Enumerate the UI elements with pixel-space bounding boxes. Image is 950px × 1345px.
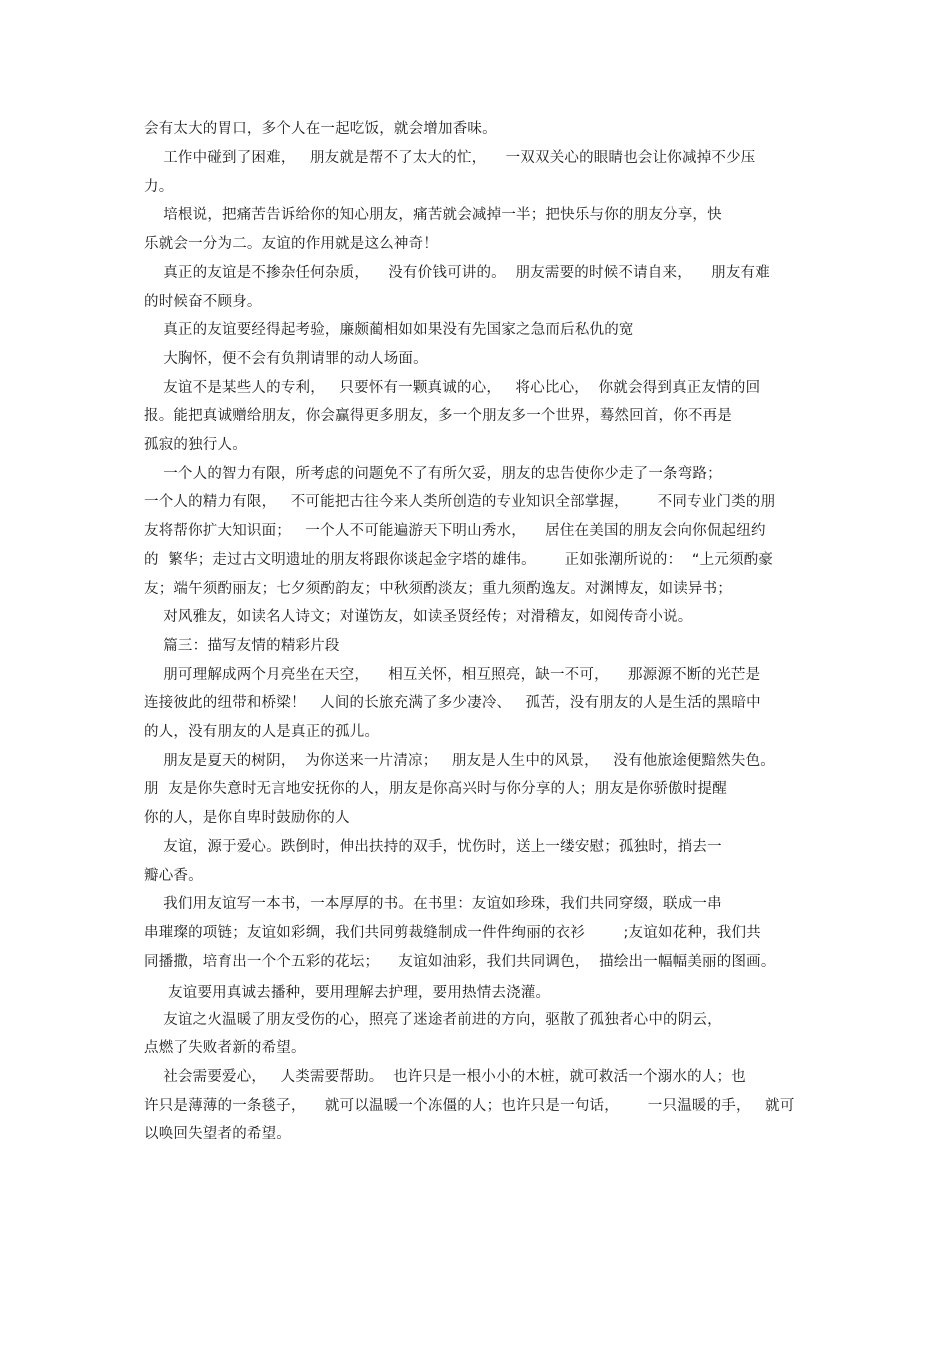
text-line: 对风雅友，如读名人诗文；对谨饬友，如读圣贤经传；对滑稽友，如阅传奇小说。	[144, 609, 693, 625]
text-line: 我们用友谊写一本书，一本厚厚的书。在书里：友谊如珍珠，我们共同穿缀，联成一串	[144, 896, 722, 912]
text-line: 的时候奋不顾身。	[144, 294, 262, 310]
text-line: 许只是薄薄的一条毯子， 就可以温暖一个冻僵的人；也许只是一句话， 一只温暖的手， 就可	[144, 1098, 795, 1114]
text-line: 连接彼此的纽带和桥梁！ 人间的长旅充满了多少凄冷、 孤苦，没有朋友的人是生活的黑暗中	[144, 695, 761, 711]
text-line: 真正的友谊要经得起考验，廉颇蔺相如如果没有先国家之急而后私仇的宽	[144, 322, 634, 338]
text-line: 的人，没有朋友的人是真正的孤儿。	[144, 724, 380, 740]
text-line: 一个人的精力有限， 不可能把古往今来人类所创造的专业知识全部掌握， 不同专业门类的朋	[144, 494, 776, 510]
text-line: 朋可理解成两个月亮坐在天空， 相互关怀，相互照亮，缺一不可， 那源源不断的光芒是	[144, 667, 761, 683]
text-line: 你的人，是你自卑时鼓励你的人	[144, 810, 350, 826]
text-line: 朋友是夏天的树阴， 为你送来一片清凉； 朋友是人生中的风景， 没有他旅途便黯然失色。	[144, 753, 776, 769]
section-heading: 篇三：描写友情的精彩片段	[144, 638, 340, 654]
text-line: 真正的友谊是不掺杂任何杂质， 没有价钱可讲的。 朋友需要的时候不请自来， 朋友有难	[144, 265, 770, 281]
text-line: 大胸怀，便不会有负荆请罪的动人场面。	[144, 351, 428, 367]
text-line: 力。	[144, 179, 174, 195]
text-line: 一个人的智力有限，所考虑的问题免不了有所欠妥，朋友的忠告使你少走了一条弯路；	[144, 466, 722, 482]
text-line: 朋 友是你失意时无言地安抚你的人，朋友是你高兴时与你分享的人；朋友是你骄傲时提醒	[144, 781, 727, 797]
text-line: 社会需要爱心， 人类需要帮助。 也许只是一根小小的木桩，就可救活一个溺水的人；也	[144, 1069, 746, 1085]
text-line: 的 繁华；走过古文明遗址的朋友将跟你谈起金字塔的雄伟。 正如张潮所说的： “上元须酌豪	[144, 552, 774, 568]
text-line: 友；端午须酌丽友；七夕须酌韵友；中秋须酌淡友；重九须酌逸友。对渊博友，如读异书；	[144, 581, 732, 597]
text-line: 会有太大的胃口，多个人在一起吃饭，就会增加香味。	[144, 121, 497, 137]
text-line: 同播撒，培育出一个个五彩的花坛； 友谊如油彩，我们共同调色， 描绘出一幅幅美丽的图画。	[144, 954, 776, 970]
text-line: 瓣心香。	[144, 868, 203, 884]
text-line: 友谊不是某些人的专利， 只要怀有一颗真诚的心， 将心比心， 你就会得到真正友情的回	[144, 380, 761, 396]
text-line: 友谊，源于爱心。跌倒时，伸出扶持的双手，忧伤时，送上一缕安慰；孤独时，捎去一	[144, 839, 722, 855]
text-line: 报。能把真诚赠给朋友，你会赢得更多朋友，多一个朋友多一个世界，蓦然回首，你不再是	[144, 408, 732, 424]
text-line: 友谊要用真诚去播种，要用理解去护理，要用热情去浇灌。	[144, 985, 551, 1001]
text-line: 孤寂的独行人。	[144, 437, 247, 453]
text-line: 友将帮你扩大知识面； 一个人不可能遍游天下明山秀水， 居住在美国的朋友会向你侃起纽约	[144, 523, 766, 539]
text-line: 培根说，把痛苦告诉给你的知心朋友，痛苦就会减掉一半；把快乐与你的朋友分享，快	[144, 207, 722, 223]
text-line: 以唤回失望者的希望。	[144, 1126, 291, 1142]
text-line: 串璀璨的项链；友谊如彩绸，我们共同剪裁缝制成一件件绚丽的衣衫 ;友谊如花种，我们共	[144, 925, 761, 941]
text-line: 友谊之火温暖了朋友受伤的心，照亮了迷途者前进的方向，驱散了孤独者心中的阴云，	[144, 1012, 722, 1028]
text-line: 点燃了失败者新的希望。	[144, 1040, 306, 1056]
text-line: 工作中碰到了困难， 朋友就是帮不了太大的忙， 一双双关心的眼睛也会让你减掉不少压	[144, 150, 756, 166]
text-line: 乐就会一分为二。友谊的作用就是这么神奇！	[144, 236, 438, 252]
